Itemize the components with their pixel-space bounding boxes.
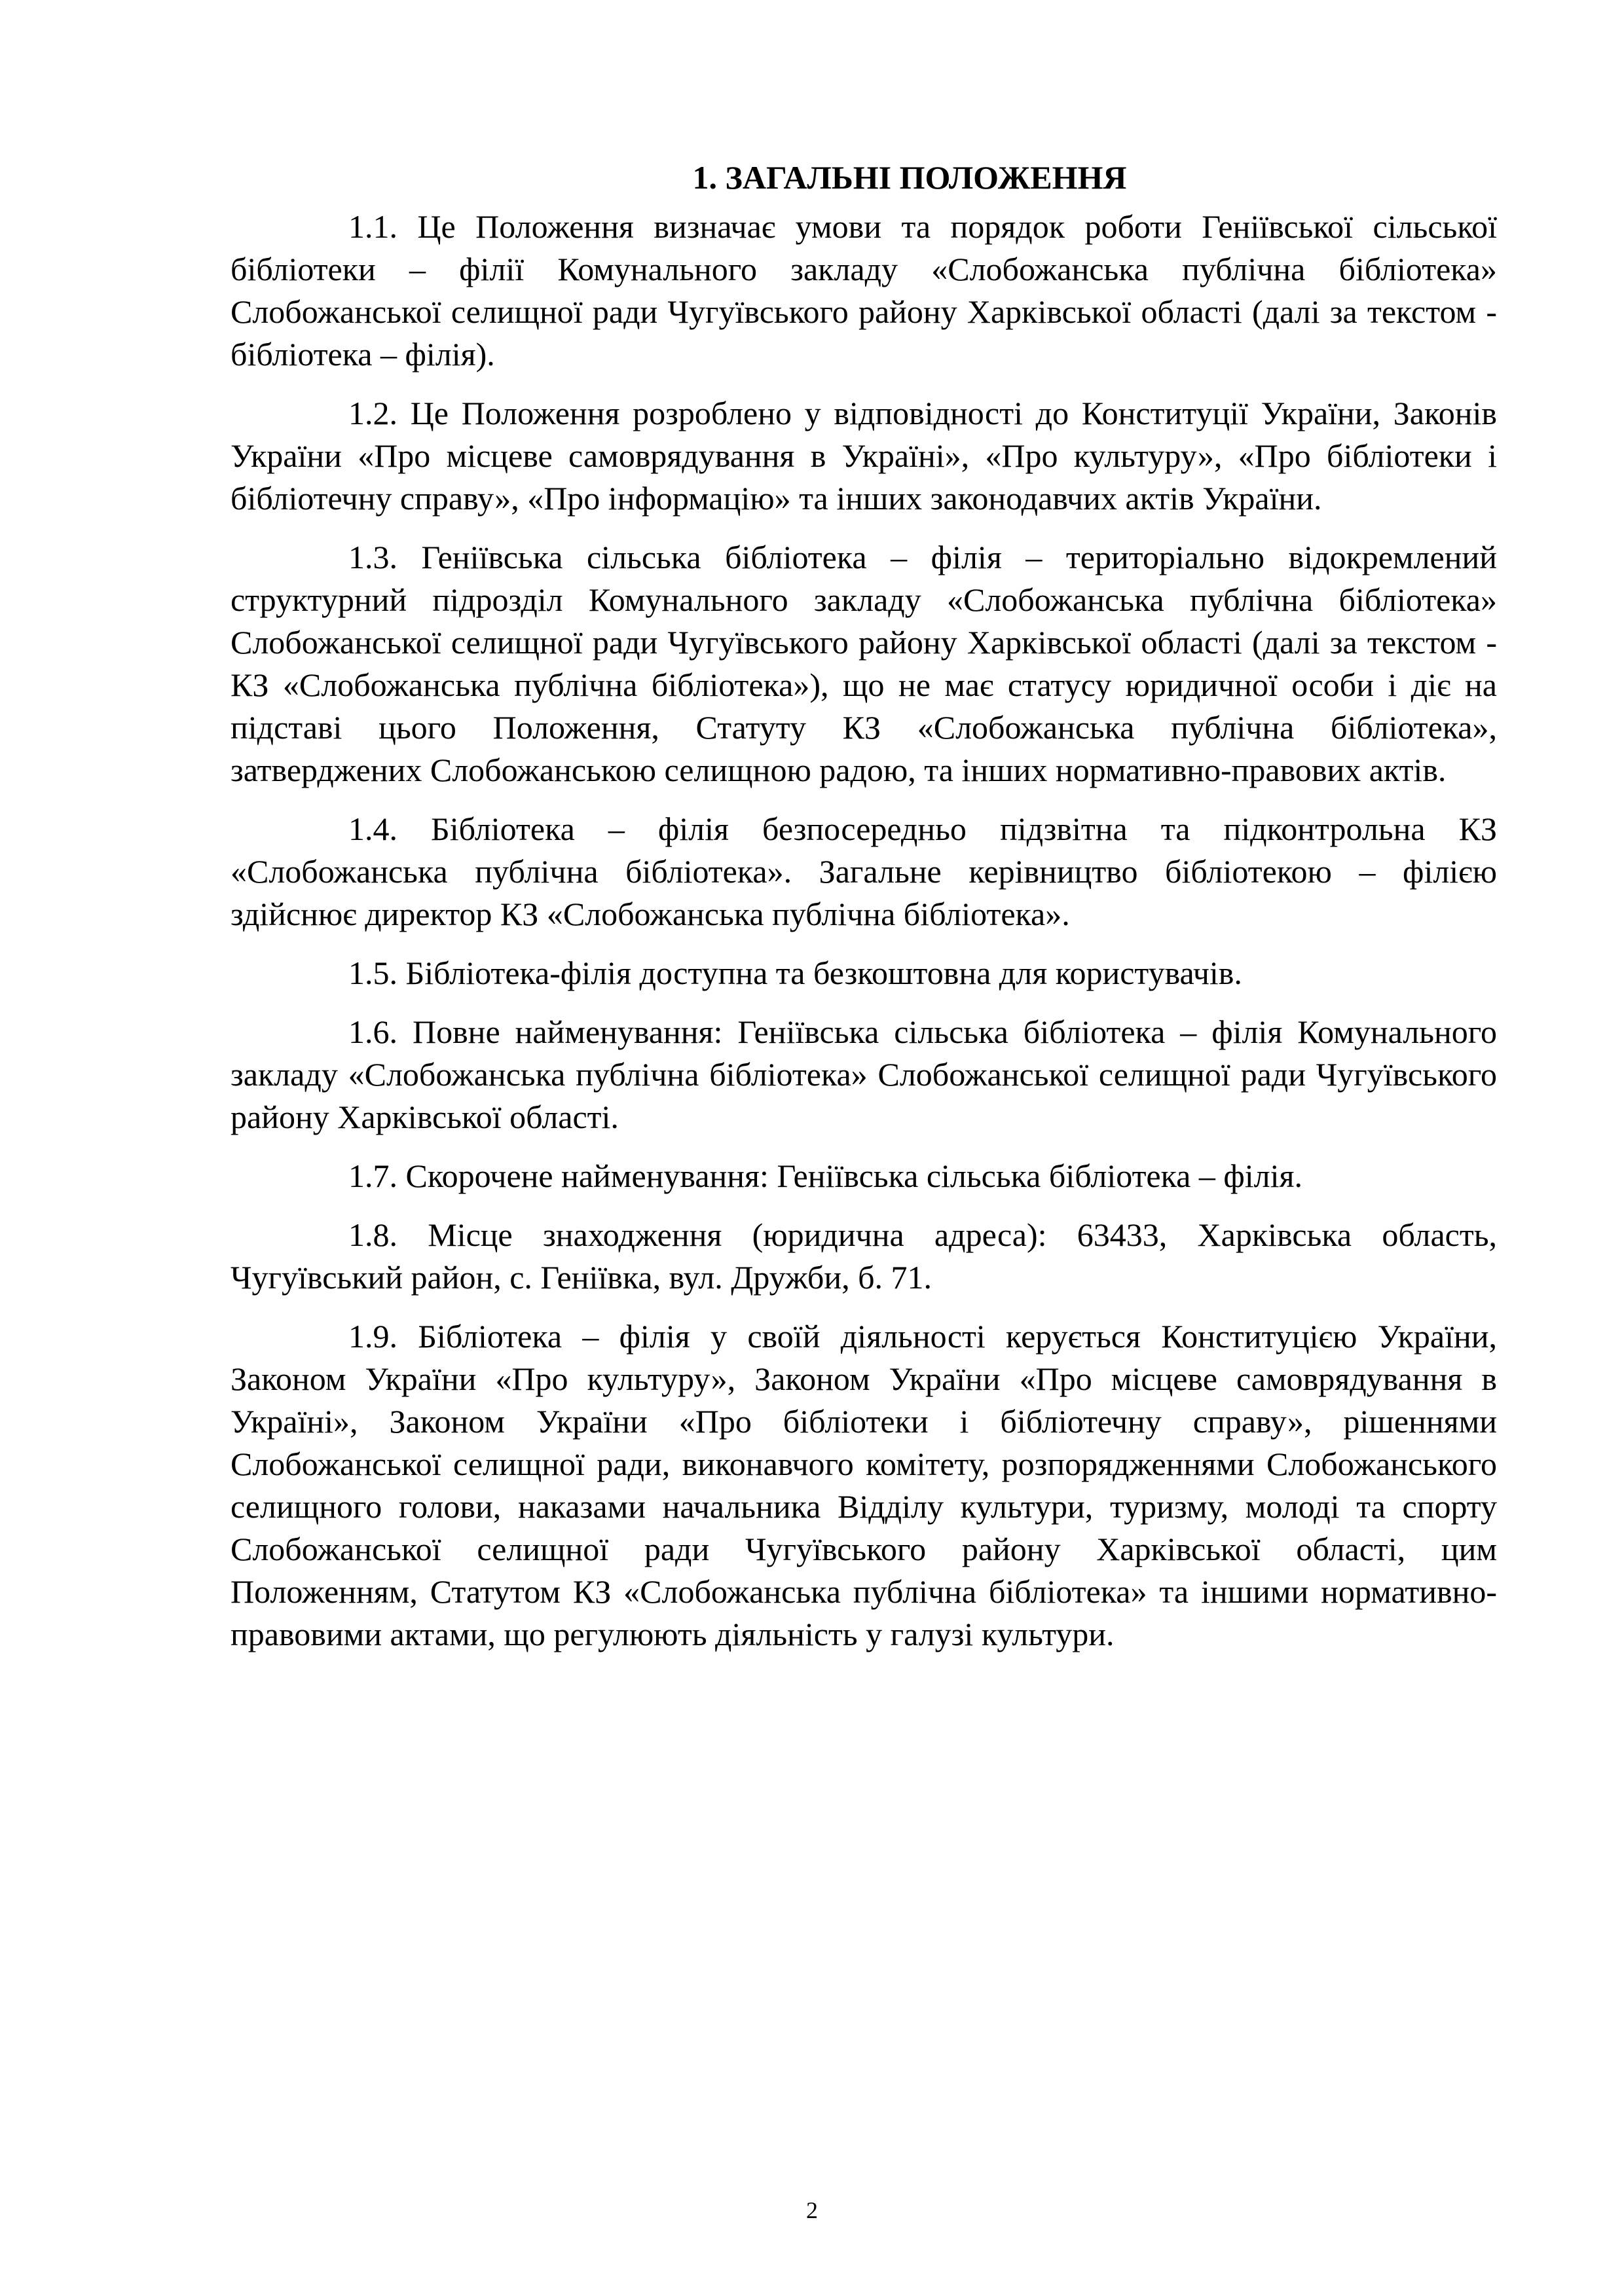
- page-number: 2: [806, 2197, 818, 2223]
- clause-1-4: 1.4. Бібліотека – філія безпосередньо підзвітна та підконтрольна КЗ «Слобожанська публічна бібліотека». Загальне керівництво бібліотекою – філією здійснює директор КЗ «Слобожанська публічна бібліотека».: [231, 811, 1497, 932]
- clause-1-9: 1.9. Бібліотека – філія у своїй діяльності керується Конституцією України, Законом України «Про культуру», Законом України «Про місцеве самоврядування в Україні», Законом України «Про бібліотеки і бібліотечну справу», рішеннями Слобожанської селищної ради, виконавчого комітету, розпорядженнями Слобожанського селищного голови, наказами начальника Відділу культури, туризму, молоді та спорту Слобожанської селищної ради Чугуївського району Харківської області, цим Положенням, Статутом КЗ «Слобожанська публічна бібліотека» та іншими нормативно-правовими актами, що регулюють діяльність у галузі культури.: [231, 1318, 1497, 1652]
- document-body: [231, 155, 1497, 1672]
- clause-1-2: 1.2. Це Положення розроблено у відповідності до Конституції України, Законів України «Про місцеве самоврядування в Україні», «Про культуру», «Про бібліотеки і бібліотечну справу», «Про інформацію» та інших законодавчих актів України.: [231, 395, 1497, 517]
- clause-1-1: 1.1. Це Положення визначає умови та порядок роботи Геніївської сільської бібліотеки – філії Комунального закладу «Слобожанська публічна бібліотека» Слобожанської селищної ради Чугуївського району Харківської області (далі за текстом - бібліотека – філія).: [231, 208, 1497, 373]
- section-heading: 1. ЗАГАЛЬНІ ПОЛОЖЕННЯ: [692, 159, 1127, 196]
- clause-1-3: 1.3. Геніївська сільська бібліотека – філія – територіально відокремлений структурний підрозділ Комунального закладу «Слобожанська публічна бібліотека» Слобожанської селищної ради Чугуївського району Харківської області (далі за текстом - КЗ «Слобожанська публічна бібліотека»), що не має статусу юридичної особи і діє на підставі цього Положення, Статуту КЗ «Слобожанська публічна бібліотека», затверджених Слобожанською селищною радою, та інших нормативно-правових актів.: [231, 539, 1497, 788]
- clause-1-6: 1.6. Повне найменування: Геніївська сільська бібліотека – філія Комунального закладу «Слобожанська публічна бібліотека» Слобожанської селищної ради Чугуївського району Харківської області.: [231, 1013, 1497, 1135]
- clause-1-8: 1.8. Місце знаходження (юридична адреса): 63433, Харківська область, Чугуївський район, с. Геніївка, вул. Дружби, б. 71.: [231, 1216, 1497, 1296]
- clause-1-7: 1.7. Скорочене найменування: Геніївська сільська бібліотека – філія.: [348, 1157, 1302, 1194]
- clause-1-5: 1.5. Бібліотека-філія доступна та безкоштовна для користувачів.: [348, 955, 1242, 991]
